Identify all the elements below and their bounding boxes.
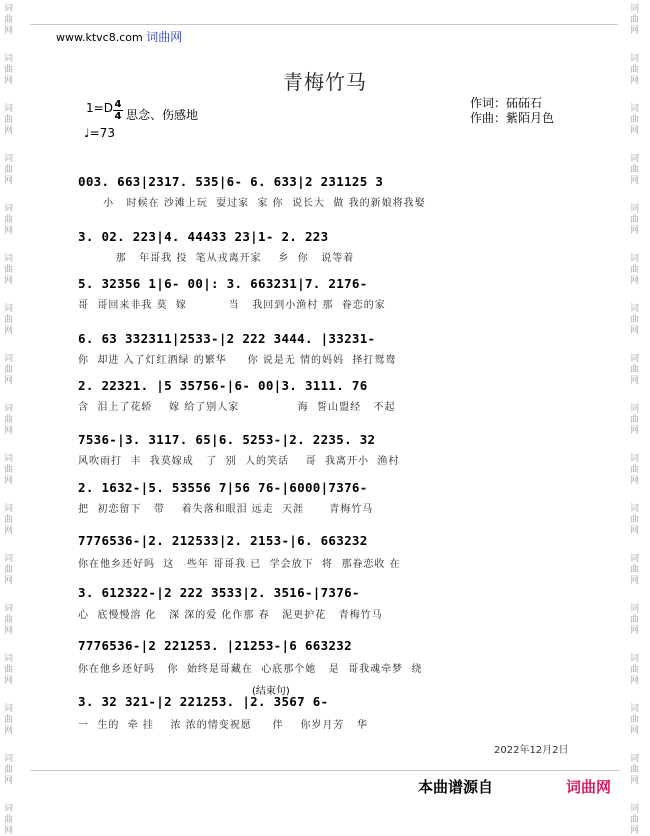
watermark-glyph: 词 bbox=[630, 804, 640, 814]
top-divider bbox=[30, 24, 618, 25]
watermark-glyph: 网 bbox=[630, 76, 640, 86]
watermark-glyph: 曲 bbox=[4, 815, 14, 825]
watermark-glyph: 网 bbox=[4, 576, 14, 586]
watermark-glyph: 网 bbox=[4, 476, 14, 486]
watermark-glyph: 曲 bbox=[630, 615, 640, 625]
watermark-glyph: 曲 bbox=[630, 115, 640, 125]
watermark-glyph: 曲 bbox=[630, 465, 640, 475]
site-header[interactable] bbox=[56, 28, 182, 45]
score-lyrics-line-10: 你在他乡还好吗 你 始终是哥藏在 心底那个她 是 哥我魂牵梦 绕 bbox=[78, 664, 423, 675]
score-lyrics-line-3: 哥 哥回来非我 莫 嫁 当 我回到小渔村 那 眷恋的家 bbox=[78, 300, 386, 311]
watermark-glyph: 曲 bbox=[4, 565, 14, 575]
expression-mark: 思念、伤感地 bbox=[126, 108, 199, 122]
watermark-glyph: 网 bbox=[630, 576, 640, 586]
watermark-glyph: 曲 bbox=[4, 165, 14, 175]
watermark-glyph: 网 bbox=[630, 26, 640, 36]
time-signature bbox=[113, 99, 123, 122]
watermark-glyph: 曲 bbox=[4, 765, 14, 775]
watermark-glyph: 词 bbox=[630, 704, 640, 714]
watermark-glyph: 曲 bbox=[630, 265, 640, 275]
watermark-glyph: 曲 bbox=[630, 515, 640, 525]
watermark-glyph: 网 bbox=[630, 176, 640, 186]
score-notes-line-1: 003. 663|2317. 535|6- 6. 633|2 231125 3 bbox=[78, 174, 384, 189]
watermark-glyph: 词 bbox=[630, 654, 640, 664]
watermark-glyph: 曲 bbox=[4, 465, 14, 475]
watermark-glyph: 曲 bbox=[4, 215, 14, 225]
watermark-glyph: 网 bbox=[630, 376, 640, 386]
watermark-glyph: 词 bbox=[630, 204, 640, 214]
watermark-glyph: 词 bbox=[630, 4, 640, 14]
watermark-glyph: 网 bbox=[4, 826, 14, 836]
watermark-glyph: 网 bbox=[4, 526, 14, 536]
watermark-glyph: 词 bbox=[630, 554, 640, 564]
bottom-divider bbox=[30, 770, 620, 771]
watermark-glyph: 词 bbox=[4, 104, 14, 114]
watermark-glyph: 词 bbox=[4, 604, 14, 614]
score-notes-line-8: 7776536-|2. 212533|2. 2153-|6. 663232 bbox=[78, 533, 368, 548]
watermark-glyph: 网 bbox=[4, 326, 14, 336]
watermark-glyph: 曲 bbox=[630, 165, 640, 175]
score-notes-line-10: 7776536-|2 221253. |21253-|6 663232 bbox=[78, 638, 352, 653]
watermark-glyph: 词 bbox=[630, 304, 640, 314]
watermark-glyph: 词 bbox=[4, 254, 14, 264]
watermark-glyph: 网 bbox=[630, 226, 640, 236]
watermark-glyph: 词 bbox=[4, 404, 14, 414]
watermark-glyph: 网 bbox=[4, 76, 14, 86]
watermark-glyph: 网 bbox=[630, 276, 640, 286]
watermark-glyph: 词 bbox=[630, 454, 640, 464]
watermark-glyph: 网 bbox=[630, 826, 640, 836]
brand-logo[interactable]: 词曲网 bbox=[566, 778, 612, 796]
watermark-glyph: 网 bbox=[4, 726, 14, 736]
score-lyrics-line-4: 你 却进 入了灯红酒绿 的繁华 你 说是无 情的妈妈 择打鸳鸯 bbox=[78, 355, 397, 366]
watermark-glyph: 词 bbox=[4, 454, 14, 464]
watermark-glyph: 曲 bbox=[630, 765, 640, 775]
date-stamp: 2022年12月2日 bbox=[494, 745, 569, 756]
watermark-glyph: 网 bbox=[630, 126, 640, 136]
right-watermark-strip bbox=[630, 0, 644, 836]
watermark-glyph: 词 bbox=[630, 354, 640, 364]
watermark-glyph: 曲 bbox=[630, 315, 640, 325]
watermark-glyph: 词 bbox=[630, 154, 640, 164]
watermark-glyph: 网 bbox=[4, 26, 14, 36]
watermark-glyph: 词 bbox=[630, 254, 640, 264]
watermark-glyph: 词 bbox=[4, 154, 14, 164]
watermark-glyph: 网 bbox=[4, 776, 14, 786]
watermark-glyph: 曲 bbox=[630, 715, 640, 725]
watermark-glyph: 词 bbox=[4, 754, 14, 764]
watermark-glyph: 网 bbox=[4, 376, 14, 386]
watermark-glyph: 网 bbox=[630, 326, 640, 336]
watermark-glyph: 曲 bbox=[4, 665, 14, 675]
watermark-glyph: 词 bbox=[4, 704, 14, 714]
left-watermark-strip bbox=[4, 0, 18, 836]
watermark-glyph: 曲 bbox=[4, 715, 14, 725]
score-notes-line-5: 2. 22321. |5 35756-|6- 00|3. 3111. 76 bbox=[78, 378, 368, 393]
watermark-glyph: 曲 bbox=[630, 215, 640, 225]
source-label: 本曲谱源自 bbox=[418, 778, 494, 796]
watermark-glyph: 网 bbox=[630, 426, 640, 436]
watermark-glyph: 网 bbox=[630, 476, 640, 486]
score-lyrics-line-7: 把 初恋留下 带 着失落和眼泪 远走 天涯 青梅竹马 bbox=[78, 504, 374, 515]
credits bbox=[470, 96, 554, 126]
song-title: 青梅竹马 bbox=[283, 70, 367, 94]
watermark-glyph: 词 bbox=[4, 654, 14, 664]
score-notes-line-11: 3. 32 321-|2 221253. |2. 3567 6- bbox=[78, 694, 329, 709]
watermark-glyph: 曲 bbox=[4, 365, 14, 375]
score-lyrics-line-11: 一 生的 牵 挂 浓 浓的情变祝愿 伴 你岁月芳 华 bbox=[78, 720, 368, 731]
watermark-glyph: 曲 bbox=[4, 615, 14, 625]
watermark-glyph: 网 bbox=[630, 726, 640, 736]
watermark-glyph: 词 bbox=[630, 404, 640, 414]
watermark-glyph: 网 bbox=[630, 626, 640, 636]
watermark-glyph: 曲 bbox=[630, 815, 640, 825]
score-notes-line-7: 2. 1632-|5. 53556 7|56 76-|6000|7376- bbox=[78, 480, 368, 495]
score-lyrics-line-2: 那 年哥我 投 笔从戎离开家 乡 你 说等着 bbox=[78, 253, 355, 264]
watermark-glyph: 词 bbox=[4, 4, 14, 14]
composer: 作曲：紫陌月色 bbox=[470, 111, 555, 125]
watermark-glyph: 词 bbox=[4, 554, 14, 564]
score-notes-line-2: 3. 02. 223|4. 44433 23|1- 2. 223 bbox=[78, 229, 329, 244]
tempo-mark: ♩=73 bbox=[84, 126, 115, 140]
watermark-glyph: 曲 bbox=[4, 515, 14, 525]
watermark-glyph: 曲 bbox=[630, 415, 640, 425]
watermark-glyph: 词 bbox=[4, 304, 14, 314]
time-signature-bottom: 4 bbox=[114, 111, 122, 122]
time-signature-top: 4 bbox=[114, 99, 122, 110]
watermark-glyph: 曲 bbox=[4, 115, 14, 125]
watermark-glyph: 网 bbox=[630, 526, 640, 536]
watermark-glyph: 词 bbox=[630, 104, 640, 114]
watermark-glyph: 词 bbox=[4, 354, 14, 364]
watermark-glyph: 词 bbox=[4, 804, 14, 814]
watermark-glyph: 网 bbox=[4, 426, 14, 436]
score-notes-line-3: 5. 32356 1|6- 00|: 3. 663231|7. 2176- bbox=[78, 276, 368, 291]
watermark-glyph: 曲 bbox=[4, 65, 14, 75]
watermark-glyph: 网 bbox=[4, 626, 14, 636]
watermark-glyph: 曲 bbox=[630, 365, 640, 375]
watermark-glyph: 网 bbox=[630, 676, 640, 686]
watermark-glyph: 曲 bbox=[630, 565, 640, 575]
watermark-glyph: 曲 bbox=[630, 15, 640, 25]
watermark-glyph: 词 bbox=[630, 604, 640, 614]
watermark-glyph: 网 bbox=[630, 776, 640, 786]
watermark-glyph: 词 bbox=[4, 204, 14, 214]
score-lyrics-line-5: 含 泪上了花轿 嫁 给了别人家 海 誓山盟经 不起 bbox=[78, 402, 396, 413]
site-url[interactable]: www.ktvc8.com bbox=[56, 31, 143, 44]
watermark-glyph: 网 bbox=[4, 176, 14, 186]
score-lyrics-line-6: 风吹雨打 丰 我莫嫁成 了 别 人的笑话 哥 我离开小 渔村 bbox=[78, 456, 400, 467]
watermark-glyph: 词 bbox=[630, 754, 640, 764]
key-signature: 1=D bbox=[86, 101, 113, 115]
watermark-glyph: 词 bbox=[630, 54, 640, 64]
watermark-glyph: 词 bbox=[4, 504, 14, 514]
score-notes-line-9: 3. 612322-|2 222 3533|2. 3516-|7376- bbox=[78, 585, 360, 600]
watermark-glyph: 网 bbox=[4, 226, 14, 236]
watermark-glyph: 词 bbox=[4, 54, 14, 64]
lyricist: 作词：砳砳石 bbox=[470, 96, 543, 110]
watermark-glyph: 网 bbox=[4, 126, 14, 136]
ending-mark: (结束句) bbox=[252, 686, 290, 697]
watermark-glyph: 曲 bbox=[4, 315, 14, 325]
score-lyrics-line-1: 小 时候在 沙滩上玩 耍过家 家 你 说长大 做 我的新娘将我娶 bbox=[78, 198, 426, 209]
watermark-glyph: 曲 bbox=[630, 65, 640, 75]
watermark-glyph: 网 bbox=[4, 276, 14, 286]
watermark-glyph: 网 bbox=[4, 676, 14, 686]
watermark-glyph: 曲 bbox=[4, 15, 14, 25]
watermark-glyph: 曲 bbox=[4, 265, 14, 275]
watermark-glyph: 曲 bbox=[630, 665, 640, 675]
score-lyrics-line-9: 心 底慢慢溶 化 深 深的爱 化作那 春 泥更护花 青梅竹马 bbox=[78, 610, 383, 621]
score-lyrics-line-8: 你在他乡还好吗 这 些年 哥哥我 已 学会放下 将 那眷恋收 在 bbox=[78, 559, 401, 570]
watermark-glyph: 词 bbox=[630, 504, 640, 514]
site-name[interactable]: 词曲网 bbox=[146, 30, 183, 44]
watermark-glyph: 曲 bbox=[4, 415, 14, 425]
score-notes-line-6: 7536-|3. 3117. 65|6. 5253-|2. 2235. 32 bbox=[78, 432, 376, 447]
score-notes-line-4: 6. 63 332311|2533-|2 222 3444. |33231- bbox=[78, 331, 376, 346]
